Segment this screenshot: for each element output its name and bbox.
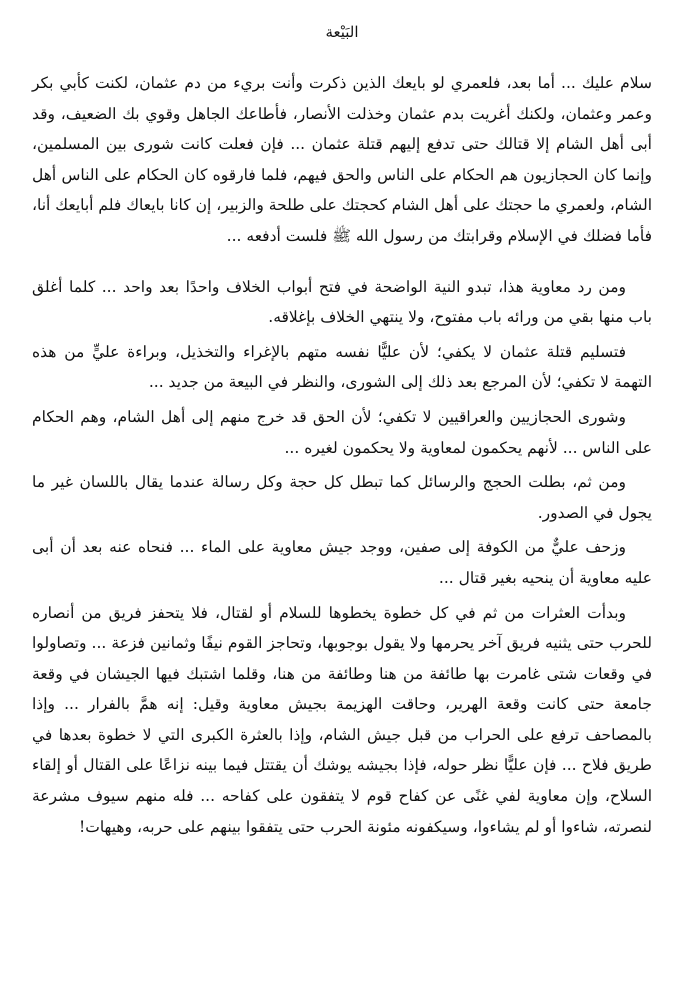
paragraph: وبدأت العثرات من ثم في كل خطوة يخطوها للسلام أو لقتال، فلا يتحفز فريق من أنصاره للحرب حتى يثنيه فريق آخر يحرمها ولا يقول بوجوبها، وتحاجز القوم نيفًا وثمانين فزعة ... وتصاولوا في وقعات شتى غامرت بها طائفة من هنا وطائفة من هنا، وقلما اشتبك فيها الجيشان في وقعة جامعة حتى كانت وقعة الهرير، وحاقت الهزيمة بجيش معاوية وقيل: إنه همَّ بالفرار ... وإذا بالمصاحف ترفع على الحراب من قبل جيش الشام، وإذا بالعثرة الكبرى التي لا خطوة بعدها في طريق فلاح ... فإن عليًّا نظر حوله، فإذا بجيشه يوشك أن يقتتل فيما بينه نزاعًا على القتال أو إلقاء السلاح، وإن معاوية لفي غنًى عن كفاح قوم لا يتفقون على كفاحه ... فله منهم سيوف مشرعة لنصرته، شاءوا أو لم يشاءوا، وسيكفونه مئونة الحرب حتى يتفقوا بينهم على حربه، وهيهات! [32,603,652,836]
page-body [32,68,652,842]
paragraph-letter-quote: سلام عليك ... أما بعد، فلعمري لو بايعك الذين ذكرت وأنت بريء من دم عثمان، لكنت كأبي بكر وعمر وعثمان، ولكنك أغريت بدم عثمان وخذلت الأنصار، فأطاعك الجاهل وقوي بك الضعيف، وقد أبى أهل الشام إلا قتالك حتى تدفع إليهم قتلة عثمان ... فإن فعلت كانت شورى بين المسلمين، وإنما كان الحجازيون هم الحكام على الناس والحق فيهم، فلما فارقوه كان الحكام على الناس أهل الشام، ولعمري ما حجتك على أهل الشام كحجتك على طلحة والزبير، إن كانا بايعاك فلم أبايعك أنا، فأما فضلك في الإسلام وقرابتك من رسول الله ﷺ فلست أدفعه ... [32,74,652,245]
paragraph: فتسليم قتلة عثمان لا يكفي؛ لأن عليًّا نفسه متهم بالإغراء والتخذيل، وبراءة عليٍّ من هذه التهمة لا تكفي؛ لأن المرجع بعد ذلك إلى الشورى، والنظر في البيعة من جديد ... [32,342,652,392]
paragraph: وشورى الحجازيين والعراقيين لا تكفي؛ لأن الحق قد خرج منهم إلى أهل الشام، وهم الحكام على الناس ... لأنهم يحكمون لمعاوية ولا يحكمون لغيره ... [32,407,652,457]
running-header: البَيْعة [325,23,359,41]
paragraph: ومن رد معاوية هذا، تبدو النية الواضحة في فتح أبواب الخلاف واحدًا بعد واحد ... كلما أغلق باب منها بقي من ورائه باب مفتوح، ولا ينتهي الخلاف بإغلاقه. [32,277,652,327]
paragraph: ومن ثم، بطلت الحجج والرسائل كما تبطل كل حجة وكل رسالة عندما يقال باللسان غير ما يجول في الصدور. [32,473,652,522]
paragraph: وزحف عليٌّ من الكوفة إلى صفين، ووجد جيش معاوية على الماء ... فنحاه عنه بعد أن أبى عليه معاوية أن ينحيه بغير قتال ... [32,538,652,587]
